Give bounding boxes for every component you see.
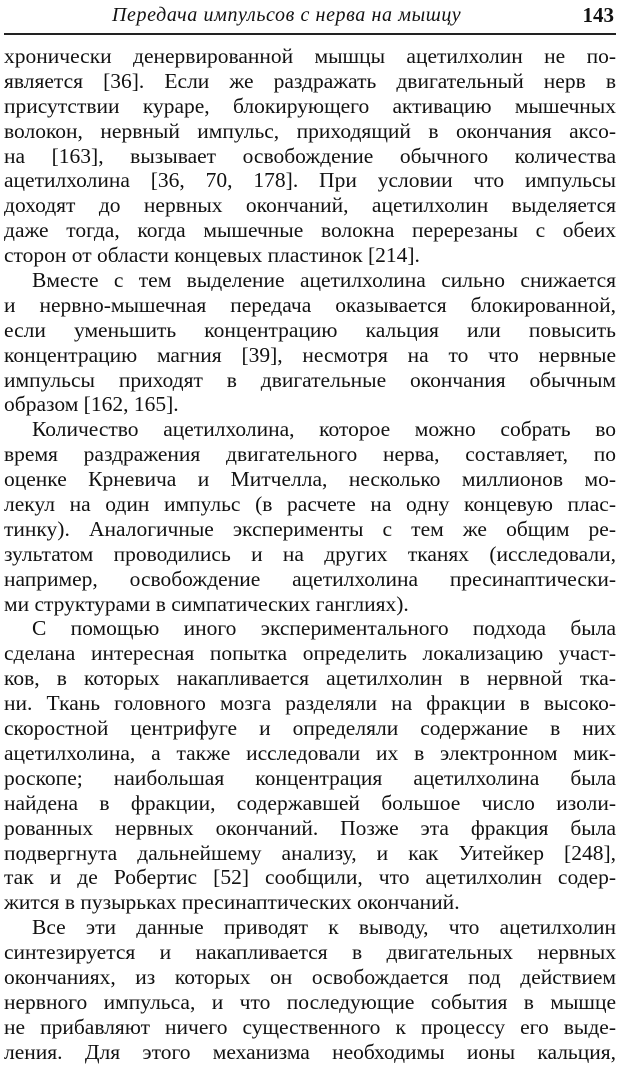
text-line: не прибавляют ничего существенного к процессу его выде- [4, 1014, 616, 1039]
text-line: доходят до нервных окончаний, ацетилхолин выделяется [4, 193, 616, 218]
text-line: и нервно-мышечная передача оказывается блокированной, [4, 292, 616, 317]
text-line: зультатом проводились и на других тканях (исследовали, [4, 541, 616, 566]
text-line: например, освобождение ацетилхолина пресинаптически- [4, 566, 616, 591]
page-number: 143 [582, 3, 614, 27]
text-line: ацетилхолина, а также исследовали их в электронном мик- [4, 740, 616, 765]
text-line: окончаниях, из которых он освобождается под действием [4, 964, 616, 989]
text-line: сторон от области концевых пластинок [214]. [4, 243, 420, 268]
text-line: скоростной центрифуге и определяли содержание в них [4, 716, 616, 741]
text-line: образом [162, 165]. [4, 392, 179, 417]
text-line: лекул на один импульс (в расчете на одну концевую плас- [4, 492, 616, 517]
text-line: импульсы приходят в двигательные окончания обычным [4, 367, 616, 392]
text-line: оценке Крневича и Митчелла, несколько миллионов мо- [4, 467, 616, 492]
text-line: найдена в фракции, содержавшей большое число изоли- [4, 790, 616, 815]
text-line: Количество ацетилхолина, которое можно собрать во [32, 417, 616, 442]
text-line: концентрацию магния [39], несмотря на то что нервные [4, 342, 616, 367]
text-line: присутствии кураре, блокирующего активацию мышечных [4, 93, 616, 118]
header-rule [4, 33, 616, 35]
text-line: сделана интересная попытка определить локализацию участ- [4, 641, 616, 666]
text-line: ления. Для этого механизма необходимы ионы кальция, [4, 1039, 616, 1064]
text-line: роскопе; наибольшая концентрация ацетилхолина была [4, 765, 616, 790]
text-line: ков, в которых накапливается ацетилхолин в нервной тка- [4, 666, 616, 691]
text-line: хронически денервированной мышцы ацетилхолин не по- [4, 44, 616, 68]
text-line: на [163], вызывает освобождение обычного количества [4, 143, 616, 168]
text-line: жится в пузырьках пресинаптических окончаний. [4, 890, 460, 915]
text-line: Вместе с тем выделение ацетилхолина сильно снижается [32, 268, 616, 293]
text-line: время раздражения двигательного нерва, составляет, по [4, 442, 616, 467]
body-text [4, 44, 616, 1065]
text-line: подвергнута дальнейшему анализу, и как Уитейкер [248], [4, 840, 616, 865]
text-line: С помощью иного экспериментального подхода была [32, 616, 616, 641]
text-line: ацетилхолина [36, 70, 178]. При условии что импульсы [4, 168, 616, 193]
text-line: ми структурами в симпатических ганглиях). [4, 591, 409, 616]
page-header [0, 0, 620, 34]
text-line: является [36]. Если же раздражать двигательный нерв в [4, 68, 616, 93]
text-line: тинку). Аналогичные эксперименты с тем же общим ре- [4, 516, 616, 541]
text-line: Все эти данные приводят к выводу, что ацетилхолин [32, 915, 616, 940]
running-head: Передача импульсов с нерва на мышцу [112, 4, 462, 26]
text-line: рованных нервных окончаний. Позже эта фракция была [4, 815, 616, 840]
text-line: так и де Робертис [52] сообщили, что ацетилхолин содер- [4, 865, 616, 890]
text-line: синтезируется и накапливается в двигательных нервных [4, 940, 616, 965]
text-line: даже тогда, когда мышечные волокна перерезаны с обеих [4, 218, 616, 243]
text-line: ни. Ткань головного мозга разделяли на фракции в высоко- [4, 691, 616, 716]
text-line: нервного импульса, и что последующие события в мышце [4, 989, 616, 1014]
text-line: волокон, нервный импульс, приходящий в окончания аксо- [4, 118, 616, 143]
text-line: если уменьшить концентрацию кальция или повысить [4, 317, 616, 342]
